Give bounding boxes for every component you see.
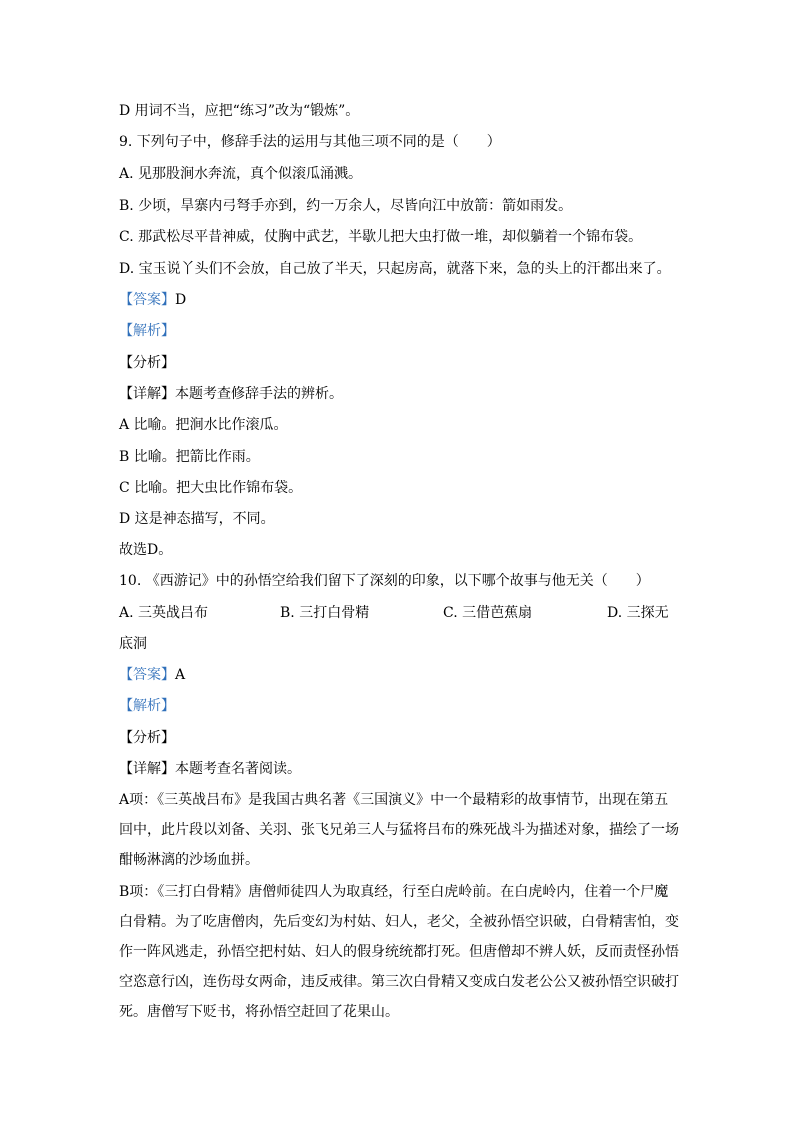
question-9-option-b: B. 少顷，旱寨内弓弩手亦到，约一万余人，尽皆向江中放箭：箭如雨发。 [119, 198, 573, 214]
answer-10-line [119, 665, 185, 685]
answer-value: D [175, 292, 187, 308]
question-10-option-a: A. 三英战吕布 [119, 605, 209, 621]
answer-value: A [175, 667, 186, 683]
analysis-10-tag [119, 696, 175, 716]
analysis-tag: 【解析】 [119, 698, 175, 714]
answer-9-line [119, 290, 186, 310]
explain-10-b: B项：《三打白骨精》唐僧师徒四人为取真经，行至白虎岭前。在白虎岭内，住着一个尸魔白骨精。为了吃唐僧肉，先后变幻为村姑、妇人，老父，全被孙悟空识破，白骨精害怕，变作一阵风逃走，孙悟空把村姑、妇人的假身统统都打死。但唐僧却不辨人妖，反而责怪孙悟空恣意行凶，连伤母女两命，违反戒律。第三次白骨精又变成白发老公公又被孙悟空识破打死。唐僧写下贬书，将孙悟空赶回了花果山。 [119, 884, 679, 1020]
explain-9-select: 故选D。 [119, 542, 173, 558]
question-10-option-c: C. 三借芭蕉扇 [443, 605, 533, 621]
question-10-option-b: B. 三打白骨精 [280, 605, 370, 621]
analysis-9-tag [119, 321, 175, 341]
detail-tag: 【详解】 [119, 761, 175, 777]
answer-tag: 【答案】 [119, 292, 175, 308]
question-10-option-d-cont: 底洞 [119, 636, 147, 652]
explain-10-a: A项：《三英战吕布》是我国古典名著《三国演义》中一个最精彩的故事情节，出现在第五回中，此片段以刘备、关羽、张飞兄弟三人与猛将吕布的殊死战斗为描述对象，描绘了一场酣畅淋漓的沙场血拼。 [119, 792, 679, 868]
fenxi-9-tag: 【分析】 [119, 355, 175, 371]
question-9-option-c: C. 那武松尽平昔神威，仗胸中武艺，半歇儿把大虫打做一堆，却似躺着一个锦布袋。 [119, 229, 643, 245]
explain-9-d: D 这是神态描写，不同。 [119, 511, 275, 527]
text-line: D 用词不当，应把“练习”改为“锻炼”。 [119, 103, 360, 119]
explain-9-a: A 比喻。把涧水比作滚瓜。 [119, 417, 288, 433]
question-9-option-a: A. 见那股涧水奔流，真个似滚瓜涌溅。 [119, 166, 363, 182]
fenxi-10-tag: 【分析】 [119, 730, 175, 746]
detail-tag: 【详解】 [119, 386, 175, 402]
detail-text: 本题考查名著阅读。 [175, 761, 301, 777]
question-9-stem: 9. 下列句子中，修辞手法的运用与其他三项不同的是（ ） [119, 134, 501, 150]
question-10-options [119, 603, 679, 623]
explain-9-c: C 比喻。把大虫比作锦布袋。 [119, 480, 303, 496]
answer-tag: 【答案】 [119, 667, 175, 683]
explain-9-b: B 比喻。把箭比作雨。 [119, 449, 260, 465]
detail-10-line [119, 759, 301, 779]
analysis-tag: 【解析】 [119, 323, 175, 339]
question-9-option-d: D. 宝玉说丫头们不会放，自己放了半天，只起房高，就落下来，急的头上的汗都出来了。 [119, 261, 671, 277]
question-10-option-d: D. 三探无 [607, 605, 669, 621]
question-10-stem: 10. 《西游记》中的孙悟空给我们留下了深刻的印象，以下哪个故事与他无关（ ） [119, 573, 650, 589]
detail-9-line [119, 384, 343, 404]
detail-text: 本题考查修辞手法的辨析。 [175, 386, 343, 402]
